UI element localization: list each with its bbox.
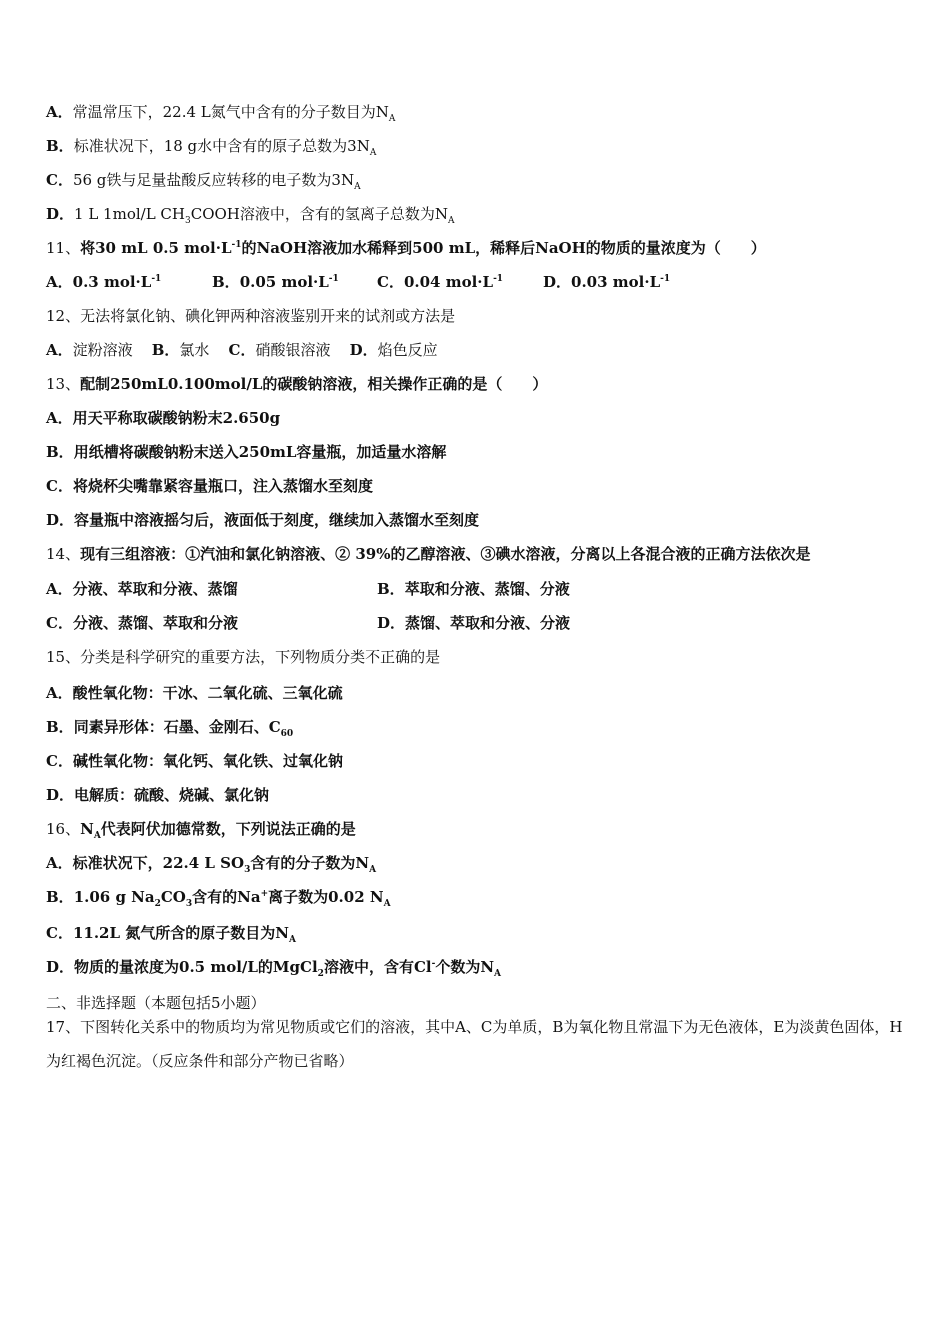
q13-option-c: C．将烧杯尖嘴靠紧容量瓶口，注入蒸馏水至刻度 xyxy=(46,477,373,495)
question-17-stem: 17、下图转化关系中的物质均为常见物质或它们的溶液，其中A、C为单质，B为氧化物且常温下为无色液体，E为淡黄色固体，H为红褐色沉淀。（反应条件和部分产物已省略） xyxy=(46,1018,903,1070)
q14-option-c: C．分液、蒸馏、萃取和分液 xyxy=(46,614,238,632)
q10-option-b: B．标准状况下，18 g水中含有的原子总数为$3N_A$ xyxy=(46,137,377,158)
question-12-stem: 12、无法将氯化钠、碘化钾两种溶液鉴别开来的试剂或方法是 xyxy=(46,307,456,325)
q16-option-b: B．1.06 g $Na_2CO_3$含有的Na+离子数为0.02 $N_A$ xyxy=(46,888,391,909)
q16-option-a: A．标准状况下，22.4 L $SO_3$含有的分子数为$N_A$ xyxy=(46,854,377,875)
q11-option-d: D．0.03 $mol\cdot L^{-1}$ xyxy=(543,273,671,291)
question-15-stem: 15、分类是科学研究的重要方法，下列物质分类不正确的是 xyxy=(46,648,441,666)
q15-option-d: D．电解质：硫酸、烧碱、氯化钠 xyxy=(46,786,270,804)
q15-option-a: A．酸性氧化物：干冰、二氧化硫、三氧化硫 xyxy=(46,684,343,702)
q14-option-a: A．分液、萃取和分液、蒸馏 xyxy=(46,580,238,598)
q13-option-d: D．容量瓶中溶液摇匀后，液面低于刻度，继续加入蒸馏水至刻度 xyxy=(46,511,480,529)
q15-option-c: C．碱性氧化物：氧化钙、氧化铁、过氧化钠 xyxy=(46,752,343,770)
q10-option-d: D．1 L 1mol/L $CH_3COOH$溶液中，含有的氢离子总数为$N_A$ xyxy=(46,205,455,226)
q16-option-c: C．11.2L 氮气所含的原子数目为$N_A$ xyxy=(46,924,296,945)
question-13-stem: 13、配制250mL0.100mol/L的碳酸钠溶液，相关操作正确的是（ ） xyxy=(46,375,548,393)
q11-option-a: A．0.3 $mol\cdot L^{-1}$ xyxy=(46,273,162,291)
q12-options: A．淀粉溶液 B．氯水 C．硝酸银溶液 D．焰色反应 xyxy=(46,341,438,359)
q14-option-b: B．萃取和分液、蒸馏、分液 xyxy=(377,580,570,598)
q10-option-c: C．56 g铁与足量盐酸反应转移的电子数为$3N_A$ xyxy=(46,171,361,192)
q10-option-a: A．常温常压下，22.4 L氮气中含有的分子数目为$N_A$ xyxy=(46,103,396,124)
q16-option-d: D．物质的量浓度为0.5 mol/L的MgCl$_2$溶液中，含有Cl-个数为$N_A$ xyxy=(46,958,502,979)
question-16-stem: 16、$N_A$代表阿伏加德常数，下列说法正确的是 xyxy=(46,820,356,841)
q13-option-b: B．用纸槽将碳酸钠粉末送入250mL容量瓶，加适量水溶解 xyxy=(46,443,447,461)
q15-option-b: B．同素异形体：石墨、金刚石、$C_{60}$ xyxy=(46,718,294,739)
q11-option-b: B．0.05 $mol\cdot L^{-1}$ xyxy=(212,273,339,291)
question-14-stem: 14、现有三组溶液：①汽油和氯化钠溶液、② 39%的乙醇溶液、③碘水溶液，分离以上各混合液的正确方法依次是 xyxy=(46,545,811,563)
q11-option-c: C．0.04 $mol\cdot L^{-1}$ xyxy=(377,273,504,291)
q13-option-a: A．用天平称取碳酸钠粉末2.650g xyxy=(46,409,281,427)
question-11-stem: 11、将30 mL 0.5 $mol\cdot L^{-1}$的NaOH溶液加水稀释到500 mL，稀释后NaOH的物质的量浓度为（ ） xyxy=(46,239,766,257)
q14-option-d: D．蒸馏、萃取和分液、分液 xyxy=(377,614,571,632)
section-2-heading: 二、非选择题（本题包括5小题） xyxy=(46,994,266,1012)
